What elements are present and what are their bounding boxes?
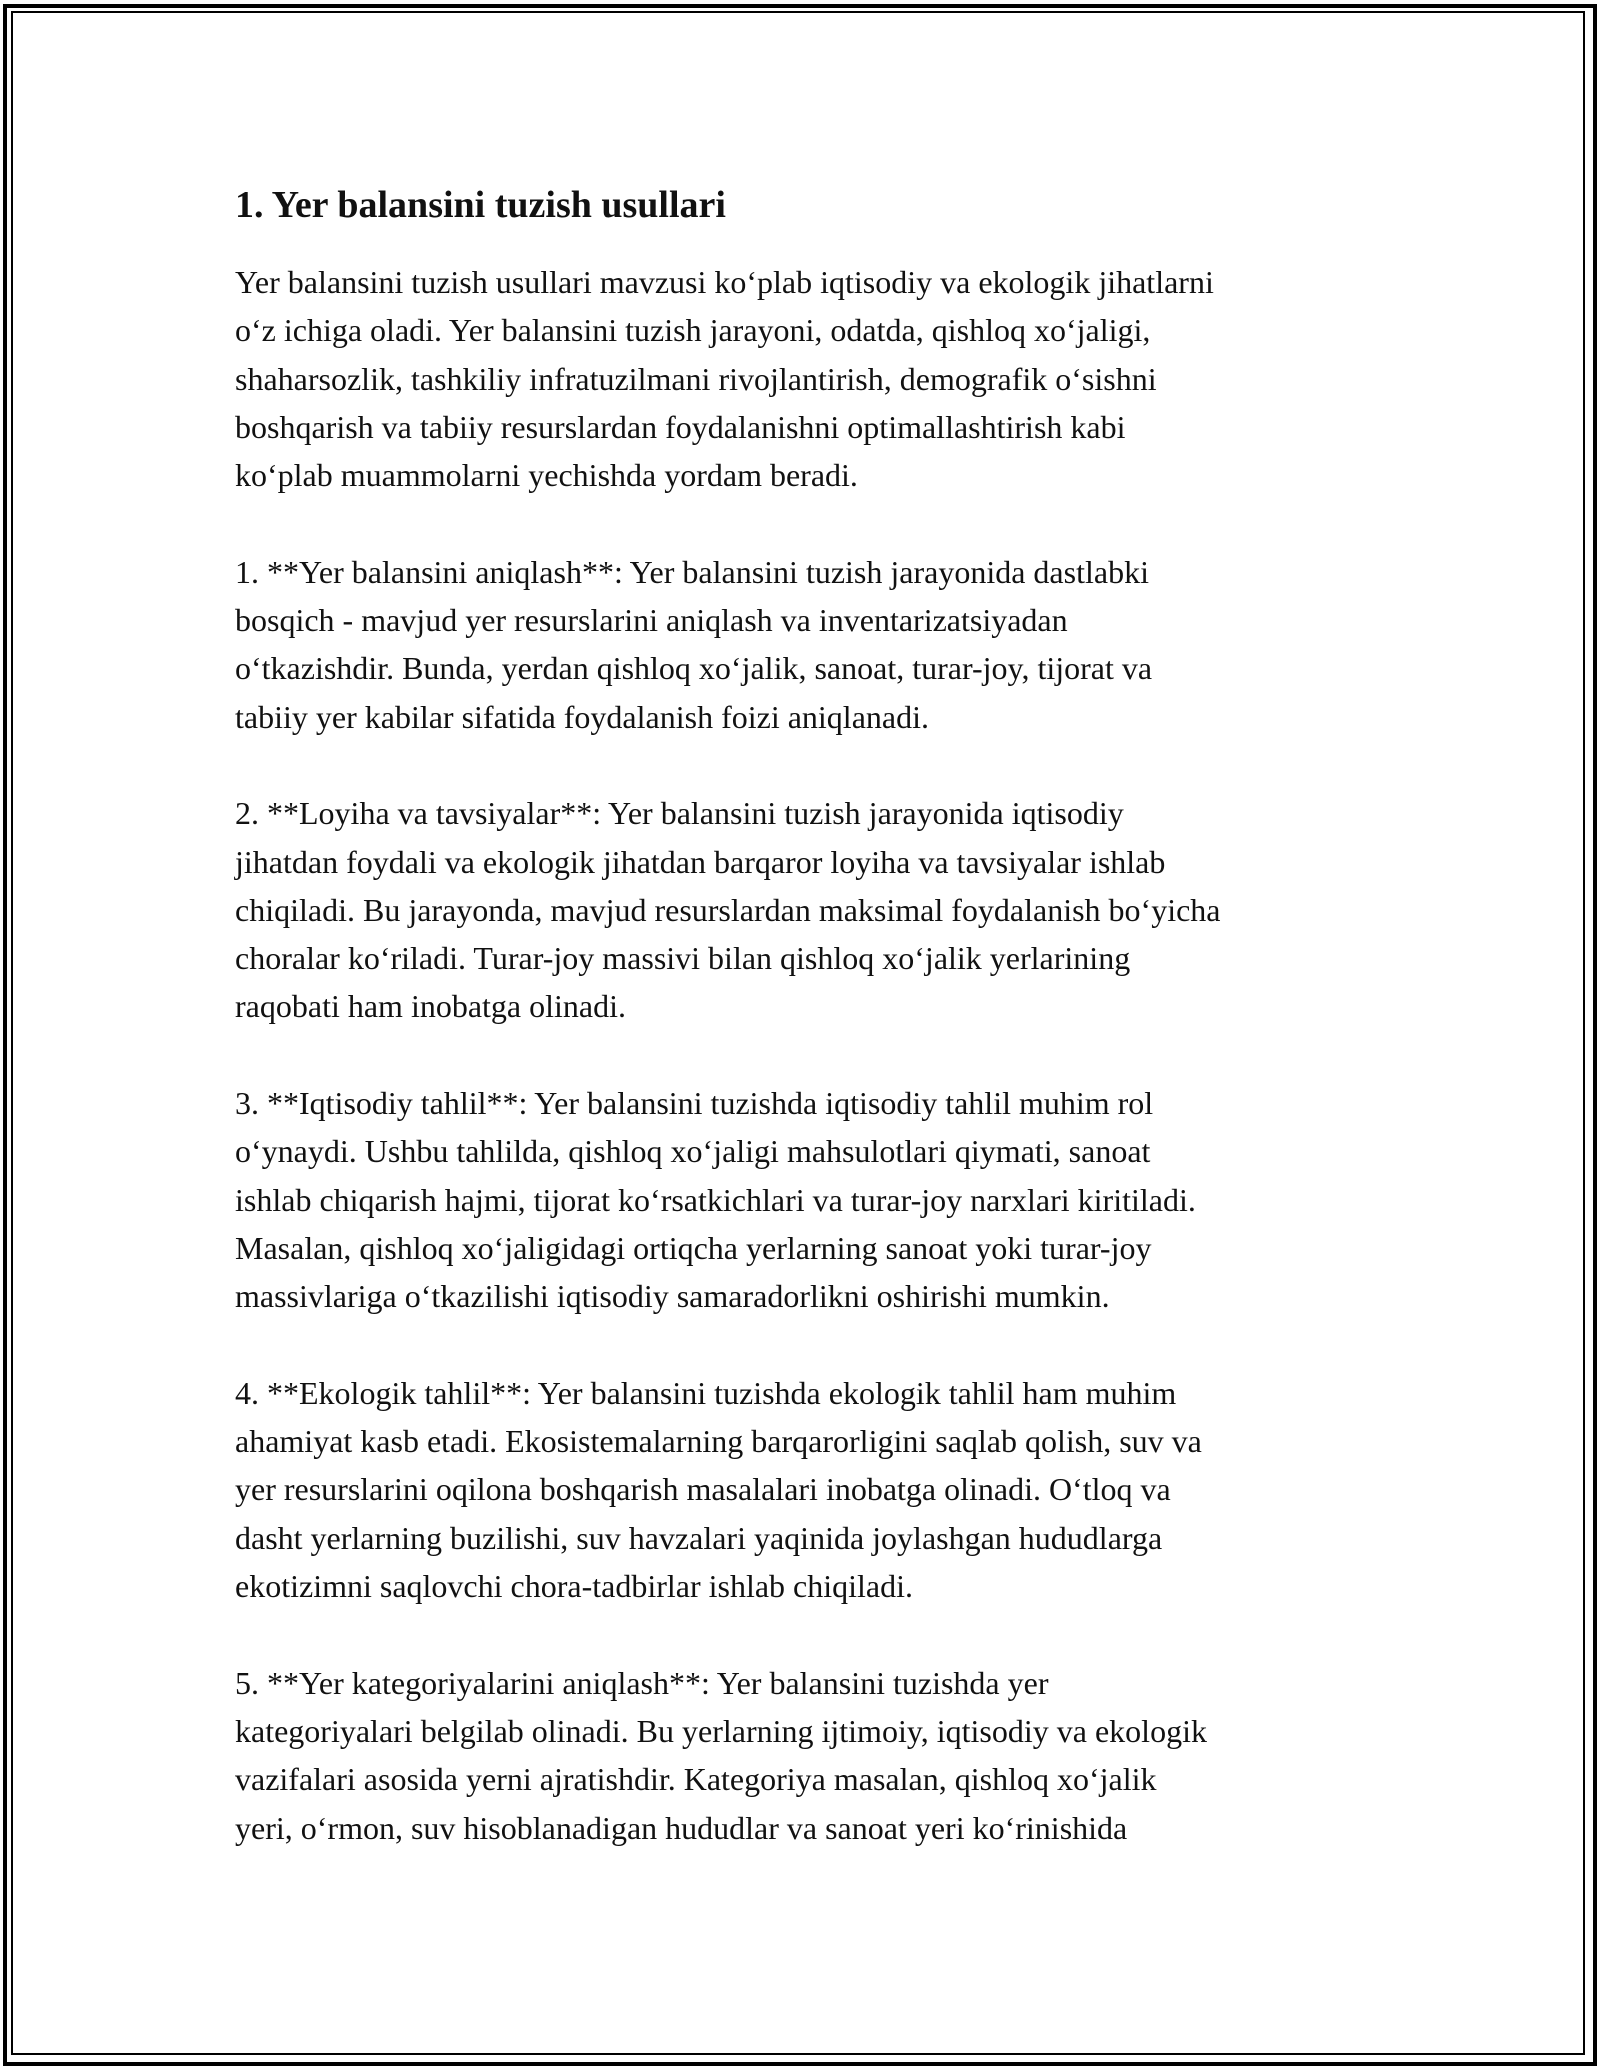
paragraph-item-4 [235,1369,1385,1610]
paragraph-item-3 [235,1079,1385,1320]
text-line: Yer balansini tuzish usullari mavzusi ko‘plab iqtisodiy va ekologik jihatlarni [235,264,1214,300]
text-line: 2. **Loyiha va tavsiyalar**: Yer balansini tuzish jarayonida iqtisodiy [235,795,1124,832]
document-body [235,180,1385,1900]
text-line: ahamiyat kasb etadi. Ekosistemalarning barqarorligini saqlab qolish, suv va [235,1423,1202,1460]
text-line: Masalan, qishloq xo‘jaligidagi ortiqcha yerlarning sanoat yoki turar-joy [235,1229,1152,1266]
text-line: massivlariga o‘tkazilishi iqtisodiy samaradorlikni oshirishi mumkin. [235,1278,1110,1315]
text-line: o‘tkazishdir. Bunda, yerdan qishloq xo‘jalik, sanoat, turar-joy, tijorat va [235,650,1153,687]
text-line: vazifalari asosida yerni ajratishdir. Kategoriya masalan, qishloq xo‘jalik [235,1761,1157,1798]
text-line: o‘ynaydi. Ushbu tahlilda, qishloq xo‘jaligi mahsulotlari qiymati, sanoat [235,1133,1151,1170]
text-line: 3. **Iqtisodiy tahlil**: Yer balansini tuzishda iqtisodiy tahlil muhim rol [235,1085,1154,1122]
text-line: ishlab chiqarish hajmi, tijorat ko‘rsatkichlari va turar-joy narxlari kiritiladi. [235,1181,1196,1218]
text-line: boshqarish va tabiiy resurslardan foydalanishni optimallashtirish kabi [235,408,1126,445]
text-line: chiqiladi. Bu jarayonda, mavjud resurslardan maksimal foydalanish bo‘yicha [235,891,1221,928]
section-heading: 1. Yer balansini tuzish usullari [235,184,726,226]
text-line: shaharsozlik, tashkiliy infratuzilmani rivojlantirish, demografik o‘sishni [235,360,1157,397]
text-line: o‘z ichiga oladi. Yer balansini tuzish jarayoni, odatda, qishloq xo‘jaligi, [235,312,1151,349]
paragraph-item-2 [235,789,1385,1030]
paragraph-item-1 [235,548,1385,741]
text-line: yer resurslarini oqilona boshqarish masalalari inobatga olinadi. O‘tloq va [235,1471,1171,1508]
text-line: 1. **Yer balansini aniqlash**: Yer balansini tuzish jarayonida dastlabki [235,553,1149,590]
text-line: jihatdan foydali va ekologik jihatdan barqaror loyiha va tavsiyalar ishlab [235,843,1166,880]
text-line: ekotizimni saqlovchi chora-tadbirlar ishlab chiqiladi. [235,1568,914,1605]
text-line: tabiiy yer kabilar sifatida foydalanish foizi aniqlanadi. [235,698,929,735]
text-line: bosqich - mavjud yer resurslarini aniqlash va inventarizatsiyadan [235,602,1068,639]
paragraph-item-5 [235,1659,1385,1852]
text-line: raqobati ham inobatga olinadi. [235,988,626,1025]
text-line: ko‘plab muammolarni yechishda yordam beradi. [235,457,858,494]
paragraph-intro [235,258,1385,499]
text-line: dasht yerlarning buzilishi, suv havzalari yaqinida joylashgan hududlarga [235,1519,1163,1556]
text-line: 5. **Yer kategoriyalarini aniqlash**: Yer balansini tuzishda yer [235,1664,1049,1701]
text-line: yeri, o‘rmon, suv hisoblanadigan hududlar va sanoat yeri ko‘rinishida [235,1809,1128,1846]
text-line: choralar ko‘riladi. Turar-joy massivi bilan qishloq xo‘jalik yerlarining [235,940,1131,977]
text-line: 4. **Ekologik tahlil**: Yer balansini tuzishda ekologik tahlil ham muhim [235,1374,1177,1411]
text-line: kategoriyalari belgilab olinadi. Bu yerlarning ijtimoiy, iqtisodiy va ekologik [235,1712,1207,1749]
